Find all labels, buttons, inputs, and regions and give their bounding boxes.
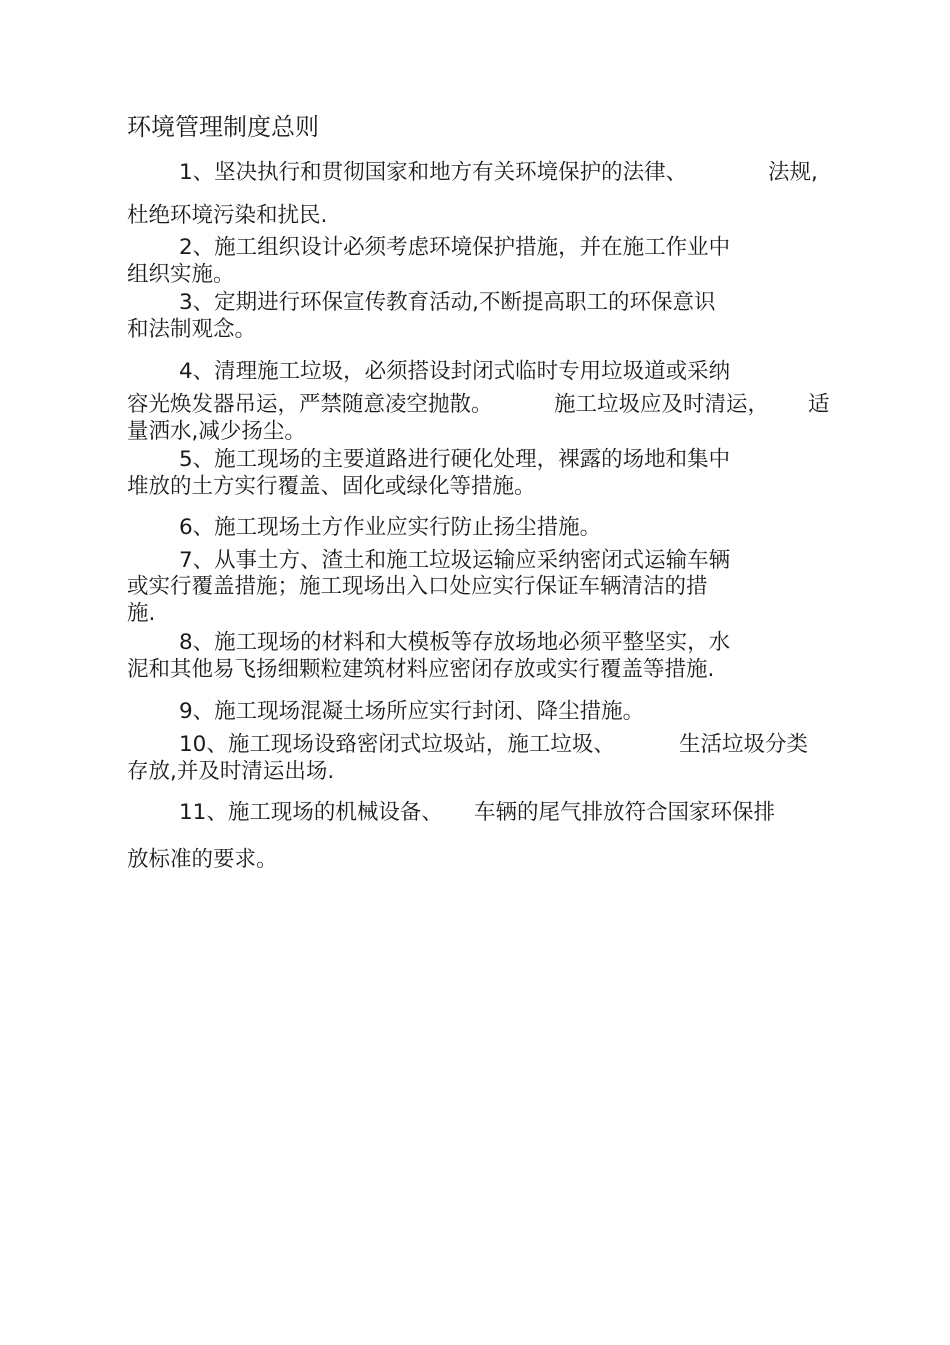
paragraph-line: 车辆的尾气排放符合国家环保排	[474, 800, 776, 825]
paragraph-line: 容光焕发器吊运，严禁随意凌空抛散。	[127, 392, 493, 417]
paragraph-line: 施工垃圾应及时清运，	[554, 392, 770, 417]
paragraph-line: 8、施工现场的材料和大模板等存放场地必须平整坚实，水	[179, 630, 731, 655]
paragraph-line: 生活垃圾分类	[679, 732, 809, 757]
document-title: 环境管理制度总则	[127, 113, 319, 141]
paragraph-line: 或实行覆盖措施；施工现场出入口处应实行保证车辆清洁的措	[127, 574, 708, 599]
paragraph-line: 10、施工现场设臵密闭式垃圾站，施工垃圾、	[179, 732, 615, 757]
paragraph-line: 泥和其他易飞扬细颗粒建筑材料应密闭存放或实行覆盖等措施.	[127, 657, 715, 682]
paragraph-line: 2、施工组织设计必须考虑环境保护措施，并在施工作业中	[179, 235, 731, 260]
paragraph-line: 组织实施。	[127, 262, 235, 287]
paragraph-line: 5、施工现场的主要道路进行硬化处理，裸露的场地和集中	[179, 447, 731, 472]
paragraph-line: 堆放的土方实行覆盖、固化或绿化等措施。	[127, 474, 536, 499]
paragraph-line: 和法制观念。	[127, 317, 257, 342]
paragraph-line: 7、从事土方、渣土和施工垃圾运输应采纳密闭式运输车辆	[179, 548, 731, 573]
paragraph-line: 量洒水,减少扬尘。	[127, 419, 306, 444]
paragraph-line: 放标准的要求。	[127, 847, 278, 872]
paragraph-line: 11、施工现场的机械设备、	[179, 800, 443, 825]
paragraph-line: 施.	[127, 601, 156, 626]
paragraph-line: 6、施工现场土方作业应实行防止扬尘措施。	[179, 515, 602, 540]
paragraph-line: 杜绝环境污染和扰民.	[127, 203, 328, 228]
paragraph-line: 1、坚决执行和贯彻国家和地方有关环境保护的法律、	[179, 160, 688, 185]
paragraph-line: 存放,并及时清运出场.	[127, 759, 335, 784]
paragraph-line: 适	[808, 392, 830, 417]
paragraph-line: 9、施工现场混凝土场所应实行封闭、降尘措施。	[179, 699, 645, 724]
paragraph-line: 3、定期进行环保宣传教育活动,不断提高职工的环保意识	[179, 290, 716, 315]
paragraph-line: 法规,	[768, 160, 818, 185]
paragraph-line: 4、清理施工垃圾，必须搭设封闭式临时专用垃圾道或采纳	[179, 359, 731, 384]
